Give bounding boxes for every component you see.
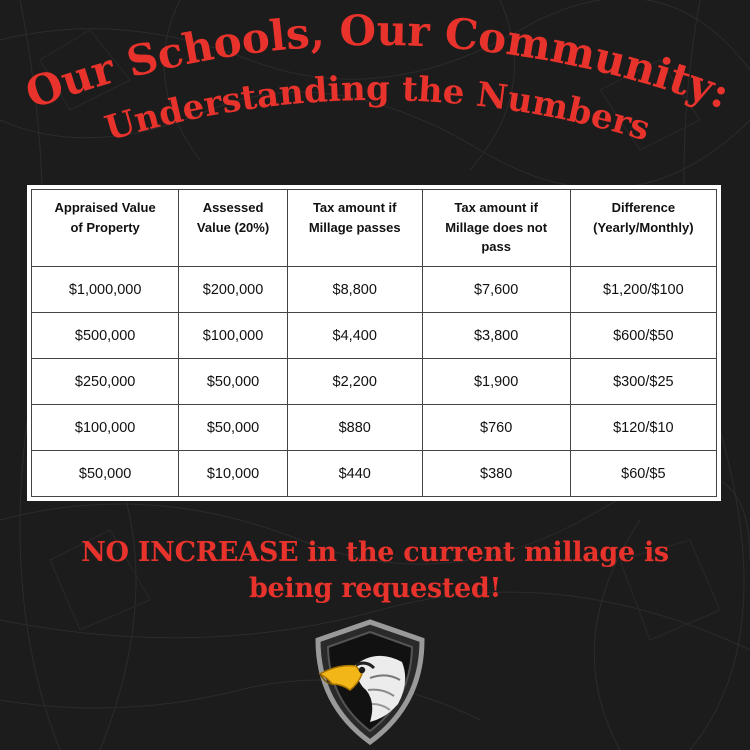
column-header-line: Assessed bbox=[202, 200, 264, 215]
column-header-line: of Property bbox=[70, 219, 140, 235]
table-row bbox=[32, 405, 717, 451]
notice-line-1: NO INCREASE in the current millage is bbox=[81, 537, 669, 568]
table-cell: $2,200 bbox=[287, 359, 422, 405]
title-line-2: Understanding the Numbers bbox=[100, 68, 655, 150]
table-row bbox=[32, 359, 717, 405]
column-header-line: Tax amount if bbox=[312, 200, 397, 215]
table-cell: $440 bbox=[287, 451, 422, 497]
title-line-1: Our Schools, Our Community: bbox=[19, 5, 736, 119]
table-header-row bbox=[32, 190, 717, 267]
column-header bbox=[179, 190, 288, 267]
table-cell: $3,800 bbox=[422, 313, 570, 359]
table-cell: $880 bbox=[287, 405, 422, 451]
table-cell: $8,800 bbox=[287, 267, 422, 313]
column-header-line: Value (20%) bbox=[196, 219, 270, 235]
eagle-shield-icon bbox=[310, 618, 430, 746]
column-header bbox=[32, 190, 179, 267]
column-header-line: Appraised Value bbox=[54, 200, 156, 215]
table-cell: $50,000 bbox=[179, 405, 288, 451]
table-row bbox=[32, 267, 717, 313]
table-cell: $300/$25 bbox=[570, 359, 716, 405]
table-cell: $60/$5 bbox=[570, 451, 716, 497]
table-cell: $1,000,000 bbox=[32, 267, 179, 313]
table-cell: $760 bbox=[422, 405, 570, 451]
table-cell: $600/$50 bbox=[570, 313, 716, 359]
table-cell: $500,000 bbox=[32, 313, 179, 359]
column-header-line: pass bbox=[481, 239, 511, 254]
column-header bbox=[287, 190, 422, 267]
table-cell: $10,000 bbox=[179, 451, 288, 497]
table-cell: $4,400 bbox=[287, 313, 422, 359]
column-header bbox=[570, 190, 716, 267]
table-cell: $250,000 bbox=[32, 359, 179, 405]
column-header-line: (Yearly/Monthly) bbox=[593, 219, 694, 235]
table-cell: $1,900 bbox=[422, 359, 570, 405]
table-cell: $50,000 bbox=[179, 359, 288, 405]
page-title bbox=[0, 0, 750, 170]
table-cell: $200,000 bbox=[179, 267, 288, 313]
table-cell: $7,600 bbox=[422, 267, 570, 313]
column-header-line: Millage does not bbox=[445, 219, 548, 235]
table-body bbox=[32, 267, 717, 497]
no-increase-notice bbox=[0, 535, 750, 607]
column-header-line: Tax amount if bbox=[454, 200, 538, 215]
notice-line-2: being requested! bbox=[248, 573, 502, 604]
column-header-line: Millage passes bbox=[308, 219, 401, 235]
table-cell: $380 bbox=[422, 451, 570, 497]
table-row bbox=[32, 313, 717, 359]
table-cell: $1,200/$100 bbox=[570, 267, 716, 313]
column-header bbox=[422, 190, 570, 267]
table-cell: $100,000 bbox=[179, 313, 288, 359]
table-cell: $100,000 bbox=[32, 405, 179, 451]
table-cell: $120/$10 bbox=[570, 405, 716, 451]
column-header-line: Difference bbox=[611, 200, 676, 215]
table-cell: $50,000 bbox=[32, 451, 179, 497]
tax-comparison-table bbox=[27, 185, 721, 501]
table-row bbox=[32, 451, 717, 497]
